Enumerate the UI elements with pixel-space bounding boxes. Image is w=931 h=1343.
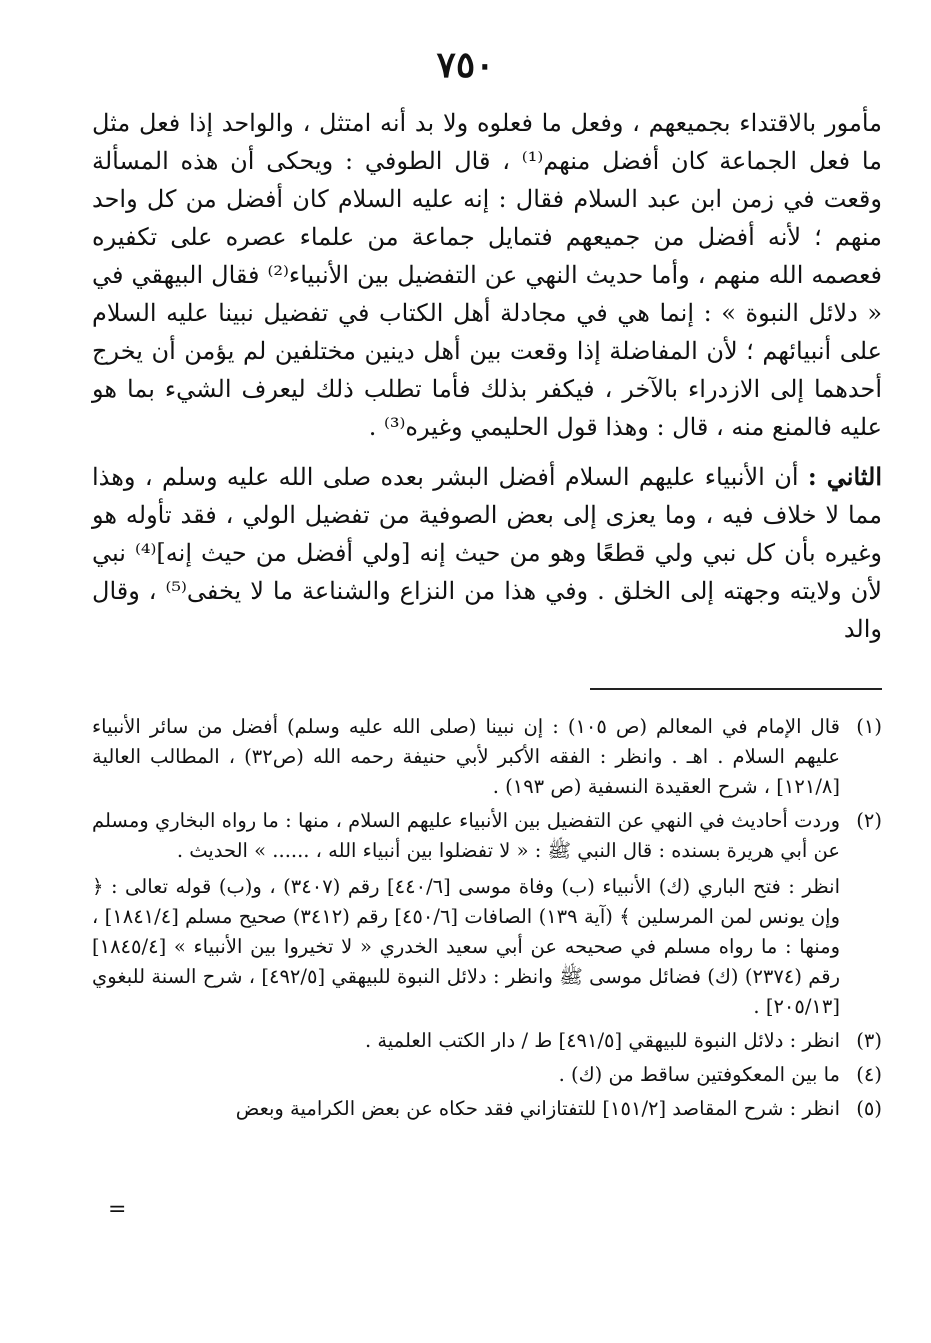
paragraph-1 (92, 104, 882, 446)
paragraph-text: مأمور بالاقتداء بجميعهم ، وفعل ما فعلوه ولا بد أنه امتثل ، والواحد إذا فعل مثل ما فعل الجماعة كان أفضل منهم⁽¹⁾ ، قال الطوفي : ويحكى أن هذه المسألة وقعت في زمن ابن عبد السلام فقال : إنه عليه السلام كان أفضل من كل واحد منهم ؛ لأنه أفضل من جميعهم فتمايل جماعة من علماء عصره على تكفيره فعصمه الله منهم ، وأما حديث النهي عن التفضيل بين الأنبياء⁽²⁾ فقال البيهقي في « دلائل النبوة » : إنما هي في مجادلة أهل الكتاب في تفضيل نبينا عليه السلام على أنبيائهم ؛ لأن المفاضلة إذا وقعت بين أهل دينين مختلفين لم يؤمن أن يخرج أحدهما إلى الازدراء بالآخر ، فيكفر بذلك فأما تطلب ذلك ليعرف الشيء بما هو عليه فالمنع منه ، قال : وهذا قول الحليمي وغيره⁽³⁾ . (92, 109, 883, 441)
paragraph-text: أن الأنبياء عليهم السلام أفضل البشر بعده صلى الله عليه وسلم ، وهذا مما لا خلاف فيه ، وما يعزى إلى بعض الصوفية من تفضيل الولي ، فقد تأوله هو وغيره بأن كل نبي ولي قطعًا وهو من حيث إنه [ولي أفضل من حيث إنه]⁽⁴⁾ نبي لأن ولايته وجهته إلى الخلق . وفي هذا من النزاع والشناعة ما لا يخفى⁽⁵⁾ ، وقال والد (92, 463, 883, 643)
footnote-2 (92, 806, 882, 1022)
footnote-5 (92, 1094, 882, 1124)
footnote-4 (92, 1060, 882, 1090)
footnote-number: (٣) (856, 1029, 882, 1052)
footnote-body (92, 712, 840, 802)
footnote-1 (92, 712, 882, 802)
footnote-3 (92, 1026, 882, 1056)
footnote-number: (١) (856, 715, 882, 738)
footnote-text: انظر : دلائل النبوة للبيهقي [٤٩١/٥] ط / دار الكتب العلمية . (364, 1029, 840, 1052)
footnote-number: (٥) (856, 1097, 882, 1120)
footnote-text: انظر : فتح الباري (ك) الأنبياء (ب) وفاة موسى [٤٤٠/٦] رقم (٣٤٠٧) ، و(ب) قوله تعالى : ﴿ وإن يونس لمن المرسلين ﴾ (آية ١٣٩) الصافات [٤٥٠/٦] رقم (٣٤١٢) صحيح مسلم [١٨٤١/٤] ، ومنها : ما رواه مسلم في صحيحه عن أبي سعيد الخدري « لا تخيروا بين الأنبياء » [١٨٤٥/٤] رقم (٢٣٧٤) (ك) فضائل موسى ﷺ وانظر : دلائل النبوة للبيهقي [٤٩٢/٥] ، شرح السنة للبغوي [٢٠٥/١٣] . (92, 875, 841, 1018)
footnote-text: ما بين المعكوفتين ساقط من (ك) . (558, 1063, 840, 1086)
footnotes (92, 712, 882, 1128)
paragraph-2 (92, 458, 882, 648)
page-number: ٧٥٠ (436, 44, 495, 86)
continuation-mark: = (108, 1197, 127, 1222)
footnote-divider (590, 688, 882, 690)
footnote-body (92, 1026, 840, 1056)
footnote-number: (٤) (856, 1063, 882, 1086)
footnote-body (92, 1060, 840, 1090)
main-text (92, 104, 882, 648)
footnote-body (92, 1094, 840, 1124)
footnote-text: قال الإمام في المعالم (ص ١٠٥) : إن نبينا (صلى الله عليه وسلم) أفضل من سائر الأنبياء عليهم السلام . اهـ . وانظر : الفقه الأكبر لأبي حنيفة رحمه الله (ص٣٢) ، المطالب العالية [١٢١/٨] ، شرح العقيدة النسفية (ص ١٩٣) . (92, 715, 840, 798)
footnote-body (92, 806, 840, 1022)
footnote-text: انظر : شرح المقاصد [١٥١/٢] للتفتازاني فقد حكاه عن بعض الكرامية وبعض (235, 1097, 840, 1120)
footnote-number: (٢) (856, 809, 882, 832)
footnote-text: وردت أحاديث في النهي عن التفضيل بين الأنبياء عليهم السلام ، منها : ما رواه البخاري ومسلم عن أبي هريرة بسنده : قال النبي ﷺ : « لا تفضلوا بين أنبياء الله ، ...... » الحديث . (92, 809, 840, 862)
paragraph-lead: الثاني : (807, 462, 882, 491)
